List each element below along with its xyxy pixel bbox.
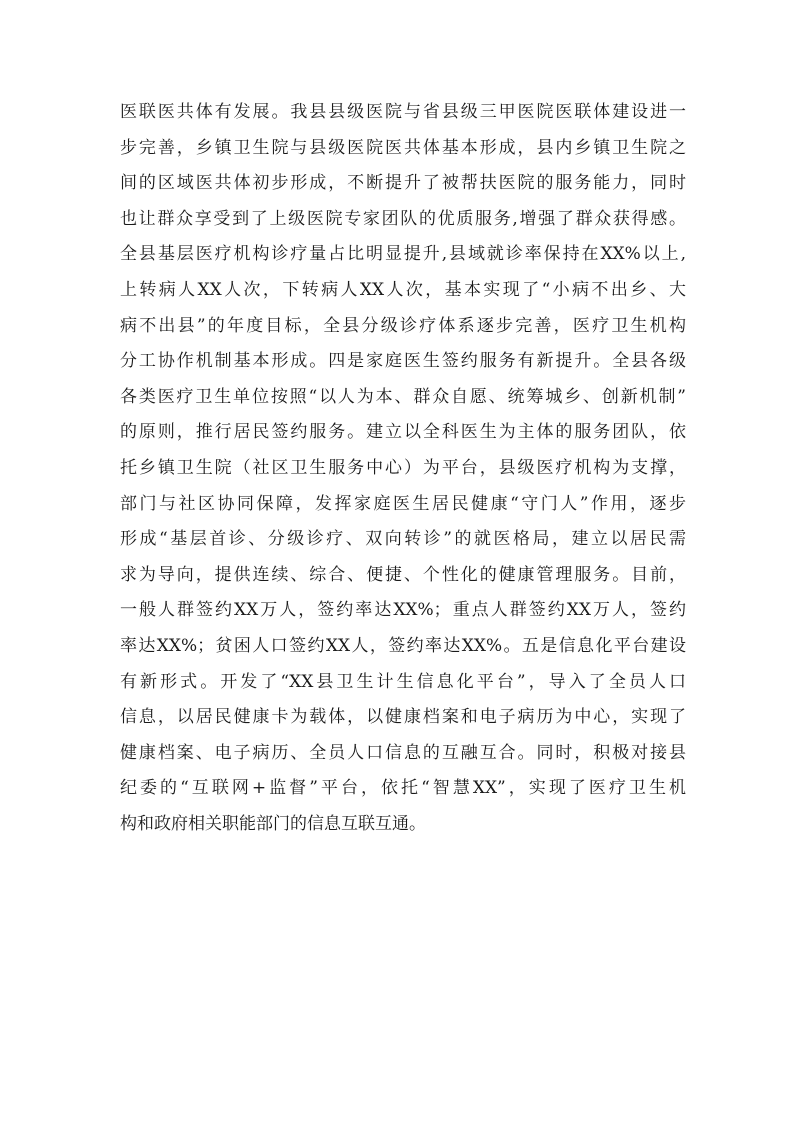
text-line: 健康档案、电子病历、全员人口信息的互融互合。同时，积极对接县: [120, 742, 686, 763]
text-line: 全县基层医疗机构诊疗量占比明显提升,县域就诊率保持在XX%以上,: [120, 244, 686, 265]
text-line: 间的区域医共体初步形成，不断提升了被帮扶医院的服务能力，同时: [120, 173, 686, 194]
body-paragraph: [120, 95, 686, 842]
text-line: 纪委的“互联网+监督”平台，依托“智慧XX”，实现了医疗卫生机: [120, 778, 686, 799]
text-line: 步完善，乡镇卫生院与县级医院医共体基本形成，县内乡镇卫生院之: [120, 137, 686, 158]
text-line: 有新形式。开发了“XX县卫生计生信息化平台”，导入了全员人口: [120, 671, 686, 692]
text-line: 求为导向，提供连续、综合、便捷、个性化的健康管理服务。目前，: [120, 564, 686, 585]
text-line: 上转病人XX人次，下转病人XX人次，基本实现了“小病不出乡、大: [120, 279, 686, 300]
text-line: 的原则，推行居民签约服务。建立以全科医生为主体的服务团队，依: [120, 422, 686, 443]
text-line: 医联医共体有发展。我县县级医院与省县级三甲医院医联体建设进一: [120, 102, 686, 122]
text-line: 一般人群签约XX万人，签约率达XX%；重点人群签约XX万人，签约: [120, 600, 686, 621]
text-line: 各类医疗卫生单位按照“以人为本、群众自愿、统筹城乡、创新机制”: [120, 386, 686, 407]
text-line: 病不出县”的年度目标，全县分级诊疗体系逐步完善，医疗卫生机构: [120, 315, 686, 336]
text-line: 率达XX%；贫困人口签约XX人，签约率达XX%。五是信息化平台建设: [120, 635, 686, 656]
text-line: 分工协作机制基本形成。四是家庭医生签约服务有新提升。全县各级: [120, 351, 686, 372]
text-line: 形成“基层首诊、分级诊疗、双向转诊”的就医格局，建立以居民需: [120, 529, 686, 550]
text-line: 也让群众享受到了上级医院专家团队的优质服务,增强了群众获得感。: [120, 208, 686, 229]
text-line-last: 构和政府相关职能部门的信息互联互通。: [120, 813, 426, 834]
text-line: 托乡镇卫生院（社区卫生服务中心）为平台，县级医疗机构为支撑，: [120, 457, 686, 478]
text-line: 部门与社区协同保障，发挥家庭医生居民健康“守门人”作用，逐步: [120, 493, 686, 514]
text-line: 信息，以居民健康卡为载体，以健康档案和电子病历为中心，实现了: [120, 707, 686, 728]
